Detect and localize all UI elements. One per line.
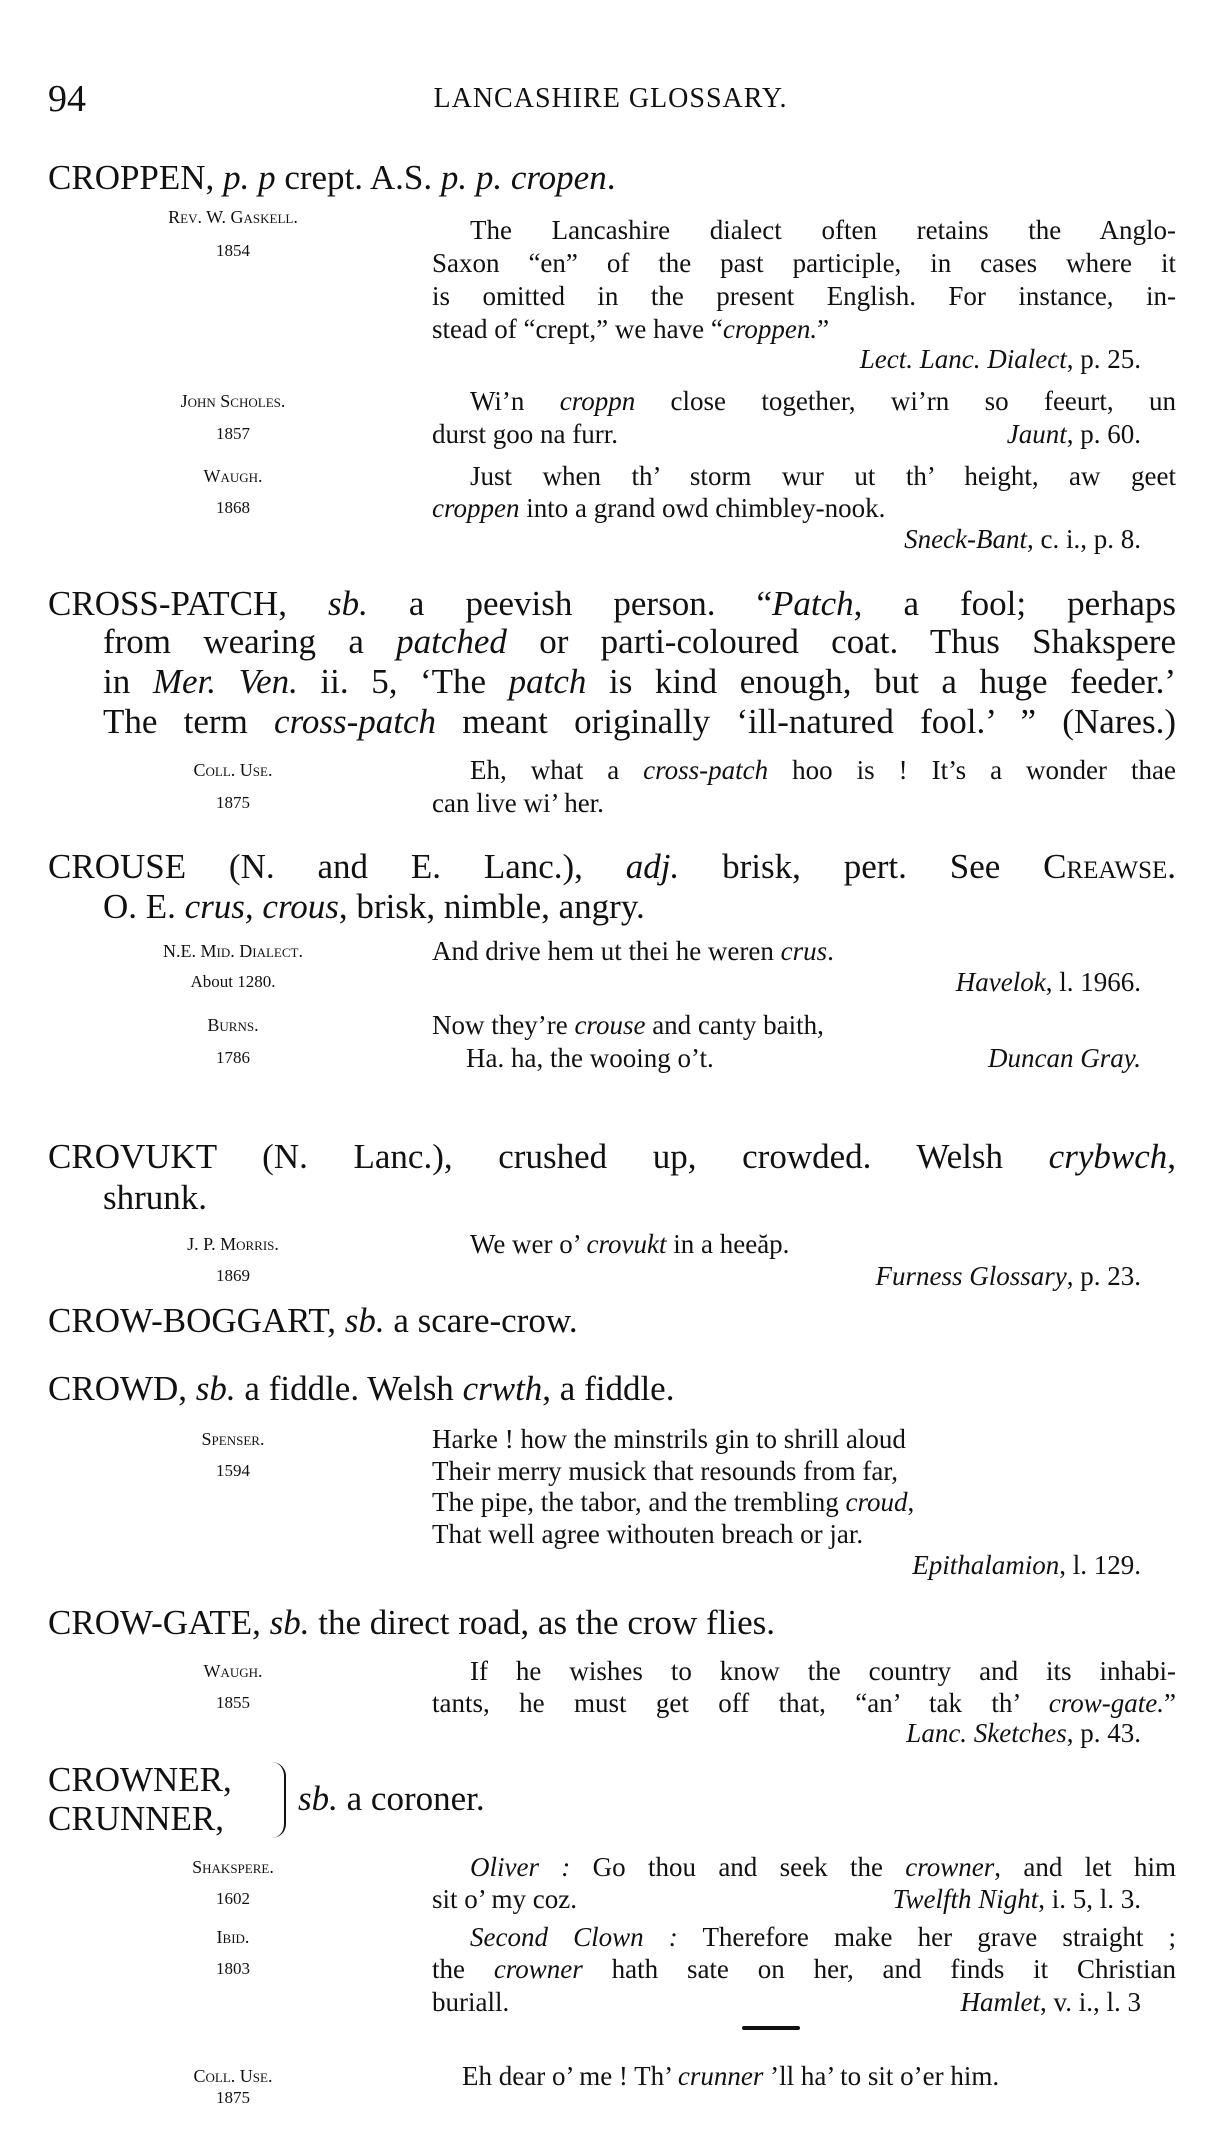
- citation-source: [860, 342, 1141, 376]
- text-segment: hath sate on her, and finds it Christian: [582, 1954, 1176, 1984]
- text-segment: in a heeăp.: [666, 1229, 790, 1259]
- citation-year: 1803: [216, 1959, 250, 1978]
- quote-line: [470, 753, 1176, 787]
- citation-year: 1868: [216, 498, 250, 517]
- text-segment: , p. 60.: [1066, 419, 1141, 449]
- text-segment: , p. 23.: [1066, 1261, 1141, 1291]
- text-segment: Twelfth Night: [892, 1884, 1039, 1914]
- text-segment: CROWNER,: [48, 1760, 232, 1799]
- headword-line: [48, 1758, 1176, 1802]
- text-segment: a scare-crow.: [384, 1301, 578, 1340]
- text-segment: the: [432, 1954, 494, 1984]
- text-segment: , p. 25.: [1066, 344, 1141, 374]
- text-segment: stead of “crept,” we have “: [432, 314, 723, 344]
- text-segment: CROW-BOGGART,: [48, 1301, 345, 1340]
- text-segment: patched: [396, 622, 507, 661]
- citation-source: [875, 1259, 1141, 1293]
- text-segment: , c. i., p. 8.: [1027, 524, 1141, 554]
- text-segment: , a fiddle.: [542, 1369, 675, 1408]
- citation-source: [1007, 417, 1141, 451]
- citation-year: 1855: [216, 1693, 250, 1712]
- quote-line: [432, 934, 1176, 968]
- text-segment: Furness Glossary: [875, 1261, 1067, 1291]
- text-segment: , l. 129.: [1059, 1550, 1141, 1580]
- text-segment: The Lancashire dialect often retains the Anglo-: [470, 215, 1176, 245]
- citation-source: [912, 1548, 1141, 1582]
- text-segment: CROVUKT (N. Lanc.), crushed up, crowded. Welsh: [48, 1137, 1049, 1176]
- quote-line: [432, 312, 1176, 346]
- citation-author: J. P. Morris.: [187, 1234, 279, 1254]
- text-segment: crouse: [574, 1010, 646, 1040]
- quote-line: [470, 1227, 1176, 1261]
- text-segment: CROW-GATE,: [48, 1603, 270, 1642]
- text-segment: p. p. cropen: [440, 158, 607, 197]
- headword-line: [48, 845, 1176, 889]
- quote-line: [432, 246, 1176, 280]
- text-segment: O. E.: [103, 887, 185, 926]
- text-segment: crus: [780, 936, 828, 966]
- citation-author: N.E. Mid. Dialect.: [163, 941, 303, 961]
- text-segment: crow-gate.: [1048, 1688, 1165, 1718]
- quote-line: [462, 2059, 1206, 2093]
- text-segment: croppen.: [722, 314, 818, 344]
- text-segment: CROPPEN,: [48, 158, 224, 197]
- text-segment: That well agree withouten breach or jar.: [432, 1519, 864, 1549]
- text-segment: ”: [1164, 1688, 1176, 1718]
- text-segment: Hamlet: [960, 1987, 1040, 2017]
- text-segment: , and let him: [994, 1852, 1176, 1882]
- verse-line: [432, 1422, 1176, 1456]
- text-segment: shrunk.: [103, 1178, 208, 1217]
- text-segment: The pipe, the tabor, and the trembling: [432, 1487, 846, 1517]
- text-segment: ii. 5, ‘The: [297, 662, 509, 701]
- text-segment: Go thou and seek the: [570, 1852, 906, 1882]
- verse-line: [432, 1517, 1176, 1551]
- text-segment: patch: [508, 662, 587, 701]
- citation-year: 1786: [216, 1048, 250, 1067]
- text-segment: Lanc. Sketches: [906, 1718, 1067, 1748]
- text-segment: ,: [907, 1487, 915, 1517]
- headword-line: [48, 1601, 1176, 1645]
- definition-line: [103, 660, 1176, 704]
- quote-line: [432, 1686, 1176, 1720]
- headword-line: [48, 156, 1176, 200]
- text-segment: Eh dear o’ me ! Th’: [462, 2061, 678, 2091]
- brace-icon: [272, 1762, 286, 1838]
- text-segment: hoo is ! It’s a wonder thae: [768, 755, 1176, 785]
- citation-year: 1602: [216, 1889, 250, 1908]
- text-segment: CRUNNER,: [48, 1799, 224, 1838]
- text-segment: crovukt: [586, 1229, 667, 1259]
- text-segment: The term: [103, 702, 275, 741]
- page-number: 94: [48, 78, 86, 120]
- definition-line: [298, 1777, 485, 1821]
- text-segment: , i. 5, l. 3.: [1038, 1884, 1141, 1914]
- text-segment: Second Clown :: [470, 1922, 678, 1952]
- text-segment: crowner: [493, 1954, 583, 1984]
- definition-line: [103, 885, 1176, 929]
- text-segment: .: [606, 158, 616, 197]
- quote-line: [432, 1008, 1176, 1042]
- text-segment: and canty baith,: [645, 1010, 824, 1040]
- text-segment: , l. 1966.: [1045, 967, 1141, 997]
- ornament-rule: [742, 2026, 800, 2030]
- text-segment: crus, crous: [184, 887, 339, 926]
- citation-source: [956, 965, 1141, 999]
- citation-author: Shakspere.: [192, 1857, 274, 1877]
- text-segment: ’ll ha’ to sit o’er him.: [763, 2061, 1000, 2091]
- citation-year: 1594: [216, 1461, 250, 1480]
- text-segment: sb.: [298, 1779, 338, 1818]
- text-segment: CROWD,: [48, 1369, 196, 1408]
- text-segment: Patch: [772, 584, 854, 623]
- text-segment: If he wishes to know the country and its inhabi-: [470, 1656, 1176, 1686]
- quote-line: [432, 786, 1176, 820]
- text-segment: We wer o’: [470, 1229, 587, 1259]
- text-segment: p. p: [223, 158, 276, 197]
- text-segment: Lect. Lanc. Dialect: [859, 344, 1067, 374]
- citation-year: 1869: [216, 1266, 250, 1285]
- text-segment: Now they’re: [432, 1010, 575, 1040]
- text-segment: croppn: [559, 386, 636, 416]
- text-segment: Ha. ha, the wooing o’t.: [466, 1043, 714, 1073]
- text-segment: tants, he must get off that, “an’ tak th’: [432, 1688, 1049, 1718]
- text-segment: is omitted in the present English. For instance, in-: [432, 281, 1176, 311]
- text-segment: Harke ! how the minstrils gin to shrill aloud: [432, 1424, 906, 1454]
- citation-author: Burns.: [207, 1015, 259, 1035]
- text-segment: in: [103, 662, 153, 701]
- text-segment: or parti-coloured coat. Thus Shakspere: [506, 622, 1176, 661]
- text-segment: , p. 43.: [1066, 1718, 1141, 1748]
- headword-line: [48, 1367, 1176, 1411]
- quote-line: [432, 279, 1176, 313]
- text-segment: Their merry musick that resounds from far,: [432, 1456, 899, 1486]
- citation-author: Ibid.: [216, 1927, 250, 1947]
- citation-source: [961, 1985, 1141, 2019]
- citation-year: 1875: [216, 2088, 250, 2107]
- citation-source: [892, 1882, 1141, 1916]
- text-segment: Eh, what a: [470, 755, 644, 785]
- quote-line: [470, 384, 1176, 418]
- text-segment: .: [827, 936, 834, 966]
- citation-author: Waugh.: [203, 466, 263, 486]
- text-segment: a fiddle. Welsh: [235, 1369, 463, 1408]
- quote-line: [470, 1654, 1176, 1688]
- text-segment: durst goo na furr.: [432, 419, 618, 449]
- citation-year: About 1280.: [190, 972, 276, 991]
- text-segment: crwth: [462, 1369, 543, 1408]
- text-segment: buriall.: [432, 1987, 510, 2017]
- citation-author: Waugh.: [203, 1661, 263, 1681]
- text-segment: CROUSE (N. and E. Lanc.),: [48, 847, 626, 886]
- text-segment: close together, wi’rn so feeurt, un: [635, 386, 1176, 416]
- headword-line: [48, 1797, 1176, 1841]
- text-segment: meant originally ‘ill-natured fool.’ ” (Nares.): [436, 702, 1176, 741]
- quote-line: [432, 1952, 1176, 1986]
- text-segment: ”: [817, 314, 830, 344]
- citation-source: [906, 1716, 1141, 1750]
- text-segment: CROSS-PATCH,: [48, 584, 328, 623]
- citation-author: Spenser.: [201, 1429, 265, 1449]
- text-segment: , a fool; perhaps: [853, 584, 1176, 623]
- text-segment: cross-patch: [643, 755, 769, 785]
- headword-line: [48, 1135, 1176, 1179]
- text-segment: cross-patch: [274, 702, 437, 741]
- citation-source: [988, 1041, 1141, 1075]
- quote-line: [470, 213, 1176, 247]
- text-segment: sb.: [269, 1603, 310, 1642]
- text-segment: Oliver :: [470, 1852, 571, 1882]
- text-segment: Sneck-Bant: [904, 524, 1027, 554]
- text-segment: Creawse.: [1043, 847, 1176, 886]
- text-segment: croud: [845, 1487, 908, 1517]
- citation-author: Coll. Use.: [193, 760, 273, 780]
- text-segment: crybwch: [1048, 1137, 1168, 1176]
- headword-line: [48, 1299, 1176, 1343]
- definition-line: [103, 620, 1176, 664]
- text-segment: the direct road, as the crow flies.: [309, 1603, 776, 1642]
- text-segment: crunner: [677, 2061, 764, 2091]
- text-segment: crept. A.S.: [275, 158, 441, 197]
- text-segment: Duncan Gray.: [988, 1043, 1141, 1073]
- citation-year: 1857: [216, 424, 250, 443]
- definition-line: [103, 700, 1176, 744]
- text-segment: sit o’ my coz.: [432, 1884, 577, 1914]
- text-segment: Epithalamion: [912, 1550, 1060, 1580]
- quote-line: [470, 1850, 1176, 1884]
- text-segment: Jaunt: [1006, 419, 1067, 449]
- verse-line: [432, 1454, 1176, 1488]
- running-title: LANCASHIRE GLOSSARY.: [433, 83, 788, 114]
- text-segment: crowner: [905, 1852, 995, 1882]
- text-segment: sb.: [344, 1301, 385, 1340]
- text-segment: , v. i., l. 3: [1040, 1987, 1141, 2017]
- text-segment: a peevish person. “: [367, 584, 773, 623]
- text-segment: And drive hem ut thei he weren: [432, 936, 781, 966]
- text-segment: ,: [1167, 1137, 1176, 1176]
- citation-year: 1875: [216, 793, 250, 812]
- quote-line: [470, 1920, 1176, 1954]
- text-segment: is kind enough, but a huge feeder.’: [586, 662, 1176, 701]
- citation-author: John Scholes.: [180, 391, 286, 411]
- verse-line: [432, 1485, 1176, 1519]
- text-segment: can live wi’ her.: [432, 788, 604, 818]
- text-segment: Wi’n: [470, 386, 560, 416]
- text-segment: sb.: [195, 1369, 236, 1408]
- text-segment: adj.: [625, 847, 680, 886]
- text-segment: brisk, pert. See: [679, 847, 1044, 886]
- quote-line: [470, 459, 1176, 493]
- citation-author: Coll. Use.: [193, 2066, 273, 2086]
- text-segment: into a grand owd chimbley-nook.: [519, 493, 886, 523]
- citation-year: 1854: [216, 241, 250, 260]
- text-segment: from wearing a: [103, 622, 397, 661]
- text-segment: Havelok: [955, 967, 1046, 997]
- text-segment: Just when th’ storm wur ut th’ height, aw geet: [470, 461, 1176, 491]
- definition-line: [103, 1176, 1176, 1220]
- text-segment: a coroner.: [337, 1779, 485, 1818]
- text-segment: croppen: [432, 493, 520, 523]
- text-segment: Therefore make her grave straight ;: [677, 1922, 1176, 1952]
- text-segment: Saxon “en” of the past participle, in cases where it: [432, 248, 1176, 278]
- quote-line: [432, 491, 1176, 525]
- text-segment: Mer. Ven.: [152, 662, 298, 701]
- text-segment: , brisk, nimble, angry.: [338, 887, 645, 926]
- citation-author: Rev. W. Gaskell.: [168, 207, 298, 227]
- citation-source: [904, 522, 1141, 556]
- text-segment: sb.: [327, 584, 368, 623]
